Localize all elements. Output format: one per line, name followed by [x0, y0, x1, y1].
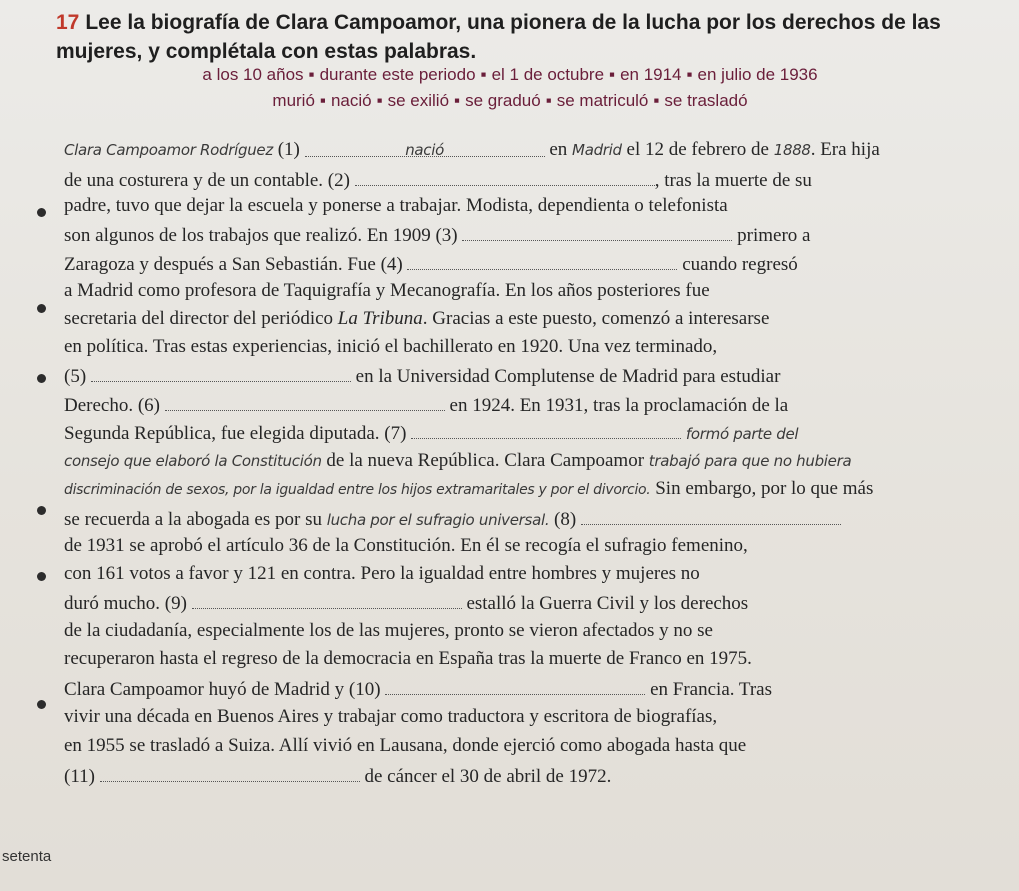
- word-bank: [100, 62, 920, 114]
- answer-blank-10[interactable]: [385, 677, 645, 695]
- word-bank-item: nació: [330, 91, 372, 110]
- answer-blank-5[interactable]: [91, 364, 351, 382]
- answer-blank-7[interactable]: [411, 421, 681, 439]
- word-bank-item: se trasladó: [664, 91, 748, 110]
- word-bank-item: el 1 de octubre: [491, 65, 605, 84]
- text-line: Clara Campoamor huyó de Madrid y (10) en Francia. Tras: [64, 679, 772, 700]
- text-line: (11) de cáncer el 30 de abril de 1972.: [64, 766, 612, 787]
- text-line: Zaragoza y después a San Sebastián. Fue (4) cuando regresó: [64, 254, 798, 275]
- text-line: a Madrid como profesora de Taquigrafía y Mecanografía. En los años posteriores fue: [64, 280, 710, 301]
- answer-blank-11[interactable]: [100, 764, 360, 782]
- text-line: discriminación de sexos, por la igualdad entre los hijos extramaritales y por el divorcio. Sin embargo, por lo que más: [64, 478, 874, 499]
- answer-blank-9[interactable]: [192, 591, 462, 609]
- word-bank-item: a los 10 años: [202, 65, 304, 84]
- text-line: duró mucho. (9) estalló la Guerra Civil y los derechos: [64, 593, 749, 614]
- exercise-instruction: Lee la biografía de Clara Campoamor, una pionera de la lucha por los derechos de las mujeres, y complétala con estas palabras.: [56, 11, 941, 63]
- text-line: padre, tuvo que dejar la escuela y ponerse a trabajar. Modista, dependienta o telefonista: [64, 195, 728, 216]
- text-line: se recuerda a la abogada es por su lucha por el sufragio universal. (8): [64, 507, 841, 531]
- text-line: (5) en la Universidad Complutense de Madrid para estudiar: [64, 366, 781, 387]
- text-line: de la ciudadanía, especialmente los de las mujeres, pronto se vieron afectados y no se: [64, 620, 713, 641]
- text-line: Derecho. (6) en 1924. En 1931, tras la proclamación de la: [64, 395, 789, 416]
- text-line: en política. Tras estas experiencias, inició el bachillerato en 1920. Una vez terminado,: [64, 336, 718, 357]
- text-line: Segunda República, fue elegida diputada. (7) formó parte del: [64, 423, 799, 444]
- exercise-number: 17: [56, 11, 80, 34]
- margin-dot: [37, 700, 46, 709]
- text-line: en 1955 se trasladó a Suiza. Allí vivió en Lausana, donde ejerció como abogada hasta que: [64, 735, 747, 756]
- margin-dot: [37, 208, 46, 217]
- text-line: de una costurera y de un contable. (2) , tras la muerte de su: [64, 170, 812, 191]
- page-label: setenta: [2, 848, 52, 865]
- margin-dot: [37, 572, 46, 581]
- word-bank-line-1: a los 10 años ▪ durante este periodo ▪ el 1 de octubre ▪ en 1914 ▪ en julio de 1936: [202, 65, 818, 84]
- answer-blank-1[interactable]: [305, 139, 545, 157]
- word-bank-line-2: murió ▪ nació ▪ se exilió ▪ se graduó ▪ se matriculó ▪ se trasladó: [272, 91, 748, 110]
- answer-blank-4[interactable]: [407, 252, 677, 270]
- word-bank-item: en julio de 1936: [697, 65, 818, 84]
- text-line: con 161 votos a favor y 121 en contra. Pero la igualdad entre hombres y mujeres no: [64, 563, 700, 584]
- text-line: vivir una década en Buenos Aires y trabajar como traductora y escritora de biografías,: [64, 706, 718, 727]
- handwritten-note: Clara Campoamor Rodríguez: [64, 141, 273, 159]
- word-bank-item: se exilió: [387, 91, 450, 110]
- text-line: Clara Campoamor Rodríguez (1) nació en Madrid el 12 de febrero de 1888. Era hija: [64, 139, 880, 160]
- text-line: de 1931 se aprobó el artículo 36 de la Constitución. En él se recogía el sufragio femenino,: [64, 535, 748, 556]
- margin-dot: [37, 304, 46, 313]
- word-bank-item: murió: [272, 91, 315, 110]
- margin-dot: [37, 374, 46, 383]
- word-bank-item: se matriculó: [556, 91, 649, 110]
- word-bank-item: se graduó: [465, 91, 541, 110]
- word-bank-item: en 1914: [620, 65, 682, 84]
- text-line: recuperaron hasta el regreso de la democracia en España tras la muerte de Franco en 1975.: [64, 648, 752, 669]
- margin-dot: [37, 506, 46, 515]
- exercise-heading: [56, 8, 1006, 66]
- text-line: secretaria del director del periódico La Tribuna. Gracias a este puesto, comenzó a interesarse: [64, 308, 770, 329]
- word-bank-item: durante este periodo: [319, 65, 476, 84]
- newspaper-title: La Tribuna: [337, 308, 423, 329]
- answer-blank-8[interactable]: [581, 507, 841, 525]
- answer-blank-2[interactable]: [355, 168, 655, 186]
- text-line: son algunos de los trabajos que realizó. En 1909 (3) primero a: [64, 225, 811, 246]
- text-line: consejo que elaboró la Constitución de la nueva República. Clara Campoamor trabajó para que no hubiera: [64, 450, 852, 471]
- handwritten-answer: nació: [405, 141, 444, 159]
- answer-blank-3[interactable]: [462, 223, 732, 241]
- answer-blank-6[interactable]: [165, 393, 445, 411]
